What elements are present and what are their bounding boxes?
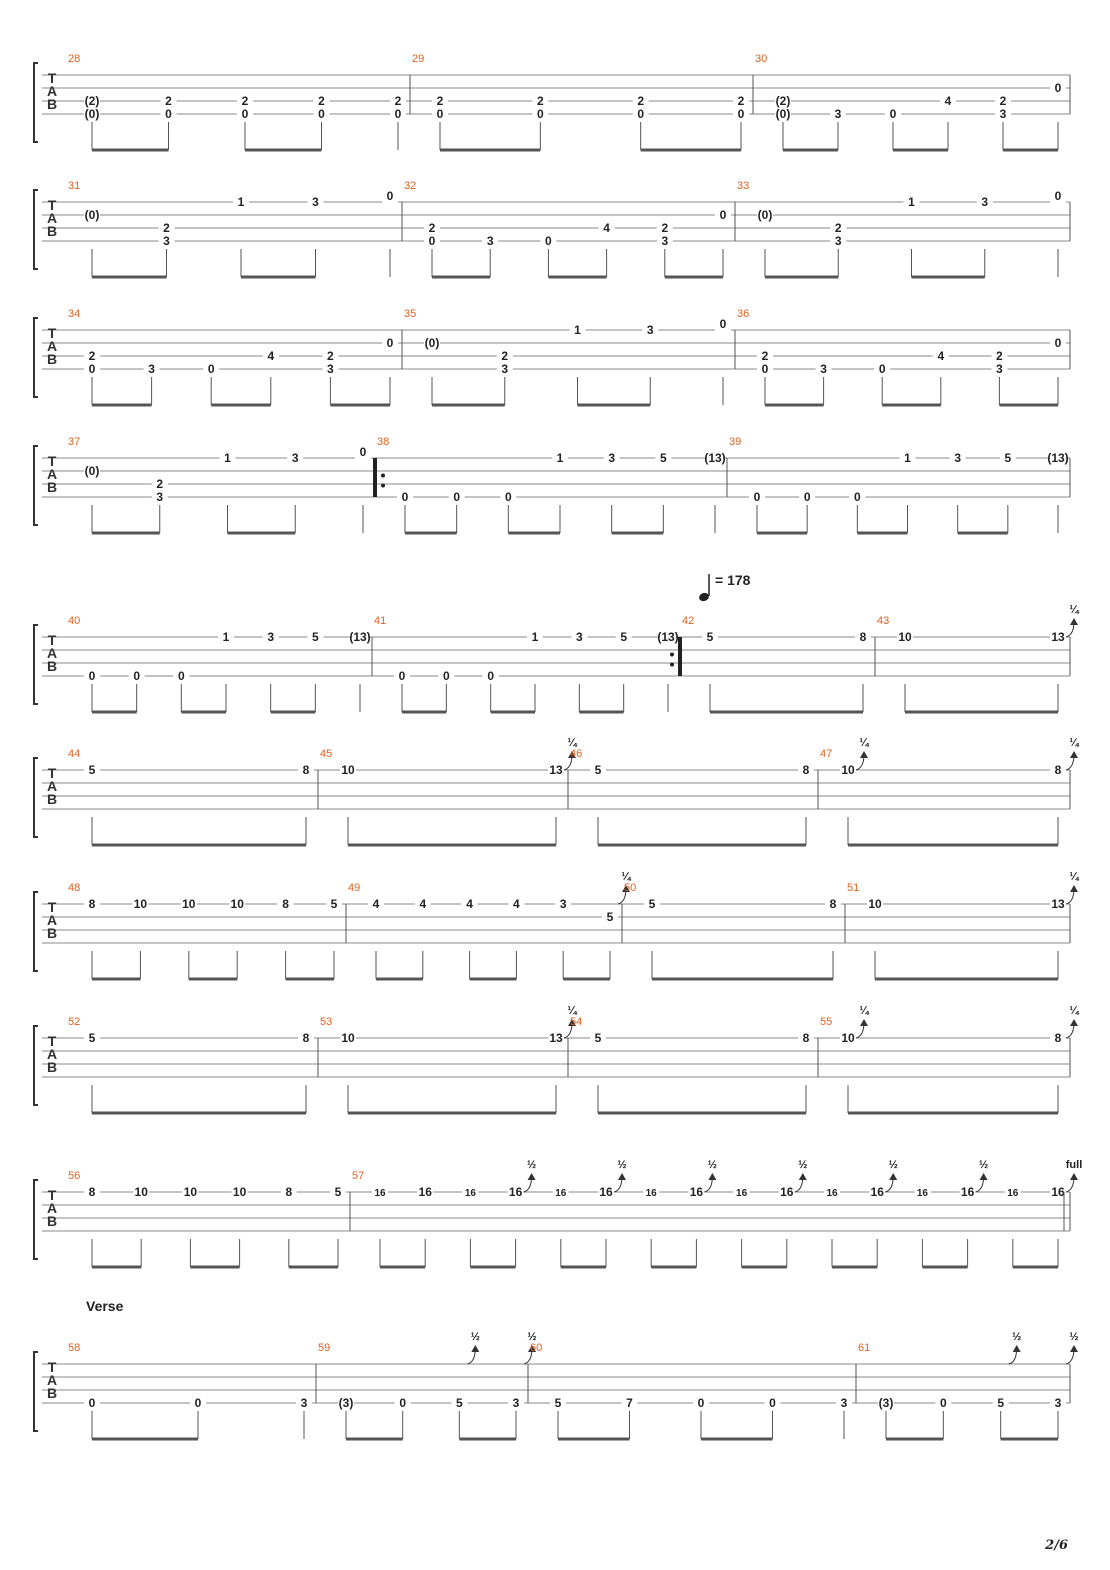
fret-number: 0 xyxy=(177,669,185,683)
fret-number: 3 xyxy=(163,234,170,248)
bend-arrow xyxy=(1070,1345,1078,1352)
measure-number: 52 xyxy=(68,1016,81,1028)
fret-number: 2 xyxy=(318,94,325,108)
measure-number: 30 xyxy=(755,53,768,65)
fret-number: 0 xyxy=(359,445,367,459)
repeat-dot xyxy=(381,484,385,488)
fret-number: 0 xyxy=(398,669,406,683)
tab-clef-letter: A xyxy=(46,645,58,661)
fret-number: 2 xyxy=(999,94,1007,108)
fret-number: 0 xyxy=(394,107,402,121)
tab-clef-letter: T xyxy=(47,453,57,469)
measure-number: 60 xyxy=(530,1342,543,1354)
fret-number: 16 xyxy=(689,1185,704,1199)
fret-number: 0 xyxy=(504,490,512,504)
fret-number: 5 xyxy=(88,1031,96,1045)
system-bracket xyxy=(34,1180,38,1259)
fret-number: 2 xyxy=(637,94,645,108)
system-bracket xyxy=(34,318,38,397)
fret-number: 2 xyxy=(737,94,745,108)
tab-clef-letter: T xyxy=(47,70,57,86)
fret-number: 3 xyxy=(954,451,962,465)
fret-number: (0) xyxy=(84,107,100,121)
fret-number: 0 xyxy=(165,107,172,121)
tab-clef-letter: A xyxy=(46,1200,58,1216)
tab-clef-letter: T xyxy=(47,325,57,341)
fret-number: 3 xyxy=(312,195,319,209)
measure-number: 44 xyxy=(68,748,81,760)
fret-number: 0 xyxy=(737,107,745,121)
bend-amount: ¼ xyxy=(1069,604,1079,616)
fret-number: 0 xyxy=(719,208,727,222)
tab-clef-letter: A xyxy=(46,466,58,482)
fret-number: 2 xyxy=(165,94,172,108)
fret-number: 16 xyxy=(374,1188,386,1199)
fret-number: 5 xyxy=(594,763,602,777)
fret-number: (0) xyxy=(424,336,440,350)
fret-number: 0 xyxy=(88,1396,96,1410)
tab-clef-letter: B xyxy=(46,925,58,941)
fret-number: 3 xyxy=(300,1396,308,1410)
fret-number: 0 xyxy=(889,107,897,121)
fret-number: 0 xyxy=(241,107,249,121)
bend-arrow xyxy=(528,1173,536,1180)
fret-number: 1 xyxy=(224,451,231,465)
bend-arrow xyxy=(860,751,868,758)
fret-number: 2 xyxy=(761,349,769,363)
fret-number: 5 xyxy=(706,630,714,644)
tab-clef-letter: A xyxy=(46,338,58,354)
fret-number: 2 xyxy=(996,349,1003,363)
fret-number: 5 xyxy=(455,1396,463,1410)
fret-number: 8 xyxy=(1054,1031,1062,1045)
measure-number: 59 xyxy=(318,1342,331,1354)
fret-number: 1 xyxy=(222,630,230,644)
tab-clef-letter: B xyxy=(46,96,58,112)
measure-number: 45 xyxy=(320,748,333,760)
fret-number: 13 xyxy=(1051,630,1065,644)
fret-number: 10 xyxy=(183,1185,198,1199)
system-bracket xyxy=(34,758,38,837)
fret-number: 16 xyxy=(826,1188,838,1199)
fret-number: 3 xyxy=(646,323,654,337)
fret-number: 0 xyxy=(1054,81,1062,95)
fret-number: 10 xyxy=(182,897,196,911)
fret-number: 3 xyxy=(661,234,669,248)
fret-number: 16 xyxy=(780,1185,794,1199)
measure-number: 32 xyxy=(404,180,417,192)
measure-number: 36 xyxy=(737,308,750,320)
fret-number: 0 xyxy=(1054,336,1062,350)
fret-number: 3 xyxy=(996,362,1003,376)
measure-number: 56 xyxy=(68,1170,81,1182)
repeat-dot xyxy=(670,653,674,657)
bend-amount: ¼ xyxy=(1069,737,1079,749)
measure-number: 46 xyxy=(570,748,583,760)
fret-number: (0) xyxy=(84,464,100,478)
fret-number: 0 xyxy=(88,669,96,683)
fret-number: 2 xyxy=(394,94,402,108)
tab-clef-letter: A xyxy=(46,1046,58,1062)
fret-number: 3 xyxy=(834,234,842,248)
fret-number: 8 xyxy=(285,1185,293,1199)
bend-amount: ½ xyxy=(707,1159,717,1171)
fret-number: 5 xyxy=(594,1031,602,1045)
fret-number: 10 xyxy=(134,1185,148,1199)
fret-number: 16 xyxy=(916,1188,928,1199)
tab-clef-letter: A xyxy=(46,210,58,226)
bend-arrow xyxy=(708,1173,716,1180)
fret-number: 3 xyxy=(834,107,842,121)
tab-clef-letter: T xyxy=(47,1033,57,1049)
fret-number: 5 xyxy=(311,630,319,644)
fret-number: 8 xyxy=(302,763,310,777)
tab-clef-letter: B xyxy=(46,658,58,674)
tab-clef-letter: T xyxy=(47,632,57,648)
fret-number: 2 xyxy=(834,221,842,235)
bend-amount: ¼ xyxy=(859,737,869,749)
tab-clef-letter: B xyxy=(46,1385,58,1401)
bend-amount: ¼ xyxy=(859,1005,869,1017)
fret-number: 5 xyxy=(330,897,338,911)
fret-number: 0 xyxy=(536,107,544,121)
system-bracket xyxy=(34,1026,38,1105)
fret-number: 3 xyxy=(327,362,334,376)
fret-number: 0 xyxy=(939,1396,947,1410)
fret-number: 0 xyxy=(803,490,811,504)
tab-clef-letter: B xyxy=(46,791,58,807)
fret-number: 3 xyxy=(291,451,299,465)
fret-number: 0 xyxy=(769,1396,776,1410)
tab-clef-letter: B xyxy=(46,223,58,239)
fret-number: 16 xyxy=(960,1185,975,1199)
bend-arrow xyxy=(618,1173,626,1180)
bend-amount: full xyxy=(1065,1159,1083,1171)
fret-number: 5 xyxy=(334,1185,342,1199)
fret-number: 0 xyxy=(401,490,409,504)
fret-number: 3 xyxy=(512,1396,520,1410)
fret-number: 8 xyxy=(282,897,289,911)
fret-number: 0 xyxy=(133,669,141,683)
fret-number: 3 xyxy=(575,630,583,644)
tab-clef-letter: A xyxy=(46,1372,58,1388)
tab-clef-letter: B xyxy=(46,1213,58,1229)
measure-number: 34 xyxy=(68,308,81,320)
fret-number: 10 xyxy=(133,897,148,911)
bend-amount: ½ xyxy=(617,1159,627,1171)
tab-clef-letter: T xyxy=(47,899,57,915)
tab-clef-letter: A xyxy=(46,83,58,99)
tab-clef-letter: A xyxy=(46,912,58,928)
bend-amount: ¼ xyxy=(567,1005,577,1017)
bend-amount: ½ xyxy=(527,1331,537,1343)
measure-number: 58 xyxy=(68,1342,81,1354)
measure-number: 47 xyxy=(820,748,833,760)
fret-number: 16 xyxy=(736,1188,748,1199)
fret-number: 0 xyxy=(436,107,444,121)
fret-number: 0 xyxy=(428,234,436,248)
measure-number: 38 xyxy=(377,436,390,448)
fret-number: 3 xyxy=(156,490,164,504)
fret-number: 3 xyxy=(999,107,1007,121)
fret-number: 0 xyxy=(386,336,394,350)
fret-number: 0 xyxy=(442,669,450,683)
measure-number: 37 xyxy=(68,436,81,448)
fret-number: (0) xyxy=(775,107,791,121)
fret-number: 1 xyxy=(556,451,564,465)
system-bracket xyxy=(34,446,38,525)
measure-number: 51 xyxy=(847,882,860,894)
measure-number: 50 xyxy=(624,882,637,894)
measure-number: 29 xyxy=(412,53,425,65)
fret-number: (3) xyxy=(338,1396,354,1410)
fret-number: 2 xyxy=(88,349,96,363)
fret-number: 4 xyxy=(944,94,952,108)
bend-amount: ½ xyxy=(798,1159,808,1171)
fret-number: 0 xyxy=(878,362,886,376)
fret-number: 0 xyxy=(1054,189,1062,203)
bend-amount: ½ xyxy=(979,1159,989,1171)
fret-number: 16 xyxy=(464,1188,476,1199)
measure-number: 42 xyxy=(682,615,695,627)
fret-number: 5 xyxy=(606,910,614,924)
bend-arrow xyxy=(889,1173,897,1180)
fret-number: 1 xyxy=(574,323,581,337)
system-bracket xyxy=(34,892,38,971)
fret-number: 8 xyxy=(1054,763,1062,777)
measure-number: 57 xyxy=(352,1170,365,1182)
system-bracket xyxy=(34,190,38,269)
system-bracket xyxy=(34,1352,38,1431)
bend-arrow xyxy=(1070,1173,1078,1180)
fret-number: 10 xyxy=(232,1185,247,1199)
fret-number: 10 xyxy=(841,763,855,777)
fret-number: 3 xyxy=(501,362,509,376)
fret-number: 2 xyxy=(163,221,170,235)
fret-number: 16 xyxy=(645,1188,657,1199)
tempo-marking: = 178 xyxy=(715,572,751,588)
bend-amount: ¼ xyxy=(1069,1005,1079,1017)
fret-number: 0 xyxy=(194,1396,202,1410)
tab-clef-letter: T xyxy=(47,1359,57,1375)
fret-number: 0 xyxy=(697,1396,705,1410)
fret-number: 10 xyxy=(230,897,244,911)
fret-number: 1 xyxy=(237,195,245,209)
tab-clef-letter: A xyxy=(46,778,58,794)
fret-number: 5 xyxy=(620,630,628,644)
fret-number: 10 xyxy=(841,1031,855,1045)
fret-number: 3 xyxy=(148,362,155,376)
fret-number: (13) xyxy=(704,451,726,465)
fret-number: 0 xyxy=(399,1396,407,1410)
bend-arrow xyxy=(471,1345,479,1352)
tab-clef-letter: B xyxy=(46,479,58,495)
fret-number: 7 xyxy=(626,1396,633,1410)
fret-number: 0 xyxy=(853,490,861,504)
fret-number: 5 xyxy=(648,897,656,911)
fret-number: 8 xyxy=(802,1031,810,1045)
bend-amount: ½ xyxy=(470,1331,480,1343)
fret-number: 0 xyxy=(386,189,394,203)
repeat-dot xyxy=(381,474,385,478)
fret-number: 2 xyxy=(661,221,669,235)
fret-number: 4 xyxy=(466,897,473,911)
tab-clef-letter: T xyxy=(47,1187,57,1203)
measure-number: 54 xyxy=(570,1016,583,1028)
tab-clef-letter: B xyxy=(46,1059,58,1075)
fret-number: 10 xyxy=(341,1031,355,1045)
fret-number: 4 xyxy=(419,897,427,911)
measure-number: 49 xyxy=(348,882,361,894)
fret-number: 0 xyxy=(637,107,645,121)
fret-number: (0) xyxy=(84,208,100,222)
fret-number: 0 xyxy=(487,669,495,683)
measure-number: 35 xyxy=(404,308,417,320)
fret-number: 5 xyxy=(1004,451,1012,465)
fret-number: 16 xyxy=(870,1185,884,1199)
fret-number: 3 xyxy=(608,451,616,465)
bend-arrow xyxy=(1070,618,1078,625)
tab-clef-letter: B xyxy=(46,351,58,367)
fret-number: 3 xyxy=(981,195,989,209)
fret-number: 5 xyxy=(554,1396,562,1410)
fret-number: 13 xyxy=(549,763,563,777)
fret-number: 4 xyxy=(267,349,275,363)
fret-number: 16 xyxy=(1007,1188,1019,1199)
fret-number: 2 xyxy=(327,349,334,363)
fret-number: 2 xyxy=(436,94,444,108)
measure-number: 33 xyxy=(737,180,750,192)
fret-number: 0 xyxy=(453,490,461,504)
section-label-verse: Verse xyxy=(86,1298,124,1314)
fret-number: 0 xyxy=(719,317,727,331)
bend-arrow xyxy=(799,1173,807,1180)
fret-number: 3 xyxy=(559,897,567,911)
fret-number: 10 xyxy=(898,630,912,644)
bend-amount: ¼ xyxy=(567,737,577,749)
fret-number: (2) xyxy=(775,94,791,108)
measure-number: 28 xyxy=(68,53,81,65)
quarter-note-icon xyxy=(698,592,710,603)
fret-number: 10 xyxy=(868,897,882,911)
bend-arrow xyxy=(1013,1345,1021,1352)
fret-number: 8 xyxy=(829,897,837,911)
bend-arrow xyxy=(980,1173,988,1180)
fret-number: 0 xyxy=(545,234,552,248)
bend-amount: ½ xyxy=(1069,1331,1079,1343)
fret-number: 13 xyxy=(549,1031,563,1045)
fret-number: 0 xyxy=(88,362,96,376)
fret-number: 8 xyxy=(802,763,810,777)
fret-number: 13 xyxy=(1051,897,1065,911)
fret-number: (13) xyxy=(657,630,679,644)
tab-clef-letter: T xyxy=(47,197,57,213)
fret-number: 2 xyxy=(428,221,436,235)
measure-number: 53 xyxy=(320,1016,333,1028)
fret-number: 3 xyxy=(1054,1396,1062,1410)
bend-amount: ¼ xyxy=(621,871,631,883)
fret-number: 5 xyxy=(88,763,96,777)
fret-number: 8 xyxy=(88,1185,96,1199)
fret-number: 4 xyxy=(513,897,520,911)
tab-clef-letter: T xyxy=(47,765,57,781)
bend-amount: ¼ xyxy=(1069,871,1079,883)
fret-number: 8 xyxy=(88,897,96,911)
fret-number: 2 xyxy=(501,349,509,363)
bend-amount: ½ xyxy=(1012,1331,1022,1343)
measure-number: 40 xyxy=(68,615,81,627)
measure-number: 61 xyxy=(858,1342,871,1354)
fret-number: 1 xyxy=(908,195,915,209)
fret-number: (13) xyxy=(349,630,371,644)
fret-number: 5 xyxy=(659,451,667,465)
repeat-dot xyxy=(670,663,674,667)
fret-number: 3 xyxy=(267,630,275,644)
fret-number: 4 xyxy=(603,221,610,235)
fret-number: 16 xyxy=(508,1185,523,1199)
fret-number: 3 xyxy=(840,1396,848,1410)
bend-amount: ½ xyxy=(888,1159,898,1171)
fret-number: 3 xyxy=(486,234,494,248)
bend-arrow xyxy=(1070,885,1078,892)
bend-arrow xyxy=(860,1019,868,1026)
fret-number: 1 xyxy=(531,630,539,644)
measure-number: 39 xyxy=(729,436,742,448)
fret-number: 3 xyxy=(820,362,827,376)
fret-number: 4 xyxy=(937,349,945,363)
fret-number: 0 xyxy=(318,107,325,121)
measure-number: 55 xyxy=(820,1016,833,1028)
fret-number: 16 xyxy=(599,1185,613,1199)
bend-amount: ½ xyxy=(527,1159,537,1171)
fret-number: 8 xyxy=(859,630,867,644)
fret-number: 5 xyxy=(997,1396,1005,1410)
fret-number: 4 xyxy=(372,897,380,911)
bend-arrow xyxy=(1070,751,1078,758)
fret-number: (13) xyxy=(1047,451,1069,465)
page-number: 2/6 xyxy=(1045,1538,1068,1553)
fret-number: 2 xyxy=(241,94,249,108)
fret-number: 8 xyxy=(302,1031,310,1045)
fret-number: (0) xyxy=(757,208,773,222)
fret-number: 1 xyxy=(904,451,911,465)
system-bracket xyxy=(34,625,38,704)
fret-number: 10 xyxy=(341,763,355,777)
system-bracket xyxy=(34,63,38,142)
measure-number: 43 xyxy=(877,615,890,627)
measure-number: 31 xyxy=(68,180,81,192)
bend-arrow xyxy=(1070,1019,1078,1026)
fret-number: 16 xyxy=(418,1185,432,1199)
measure-number: 41 xyxy=(374,615,387,627)
fret-number: 16 xyxy=(555,1188,567,1199)
fret-number: 0 xyxy=(753,490,761,504)
fret-number: 2 xyxy=(536,94,544,108)
fret-number: 2 xyxy=(156,477,164,491)
fret-number: (2) xyxy=(84,94,100,108)
fret-number: 0 xyxy=(761,362,769,376)
fret-number: (3) xyxy=(878,1396,894,1410)
fret-number: 0 xyxy=(207,362,215,376)
fret-number: 16 xyxy=(1051,1185,1065,1199)
measure-number: 48 xyxy=(68,882,81,894)
